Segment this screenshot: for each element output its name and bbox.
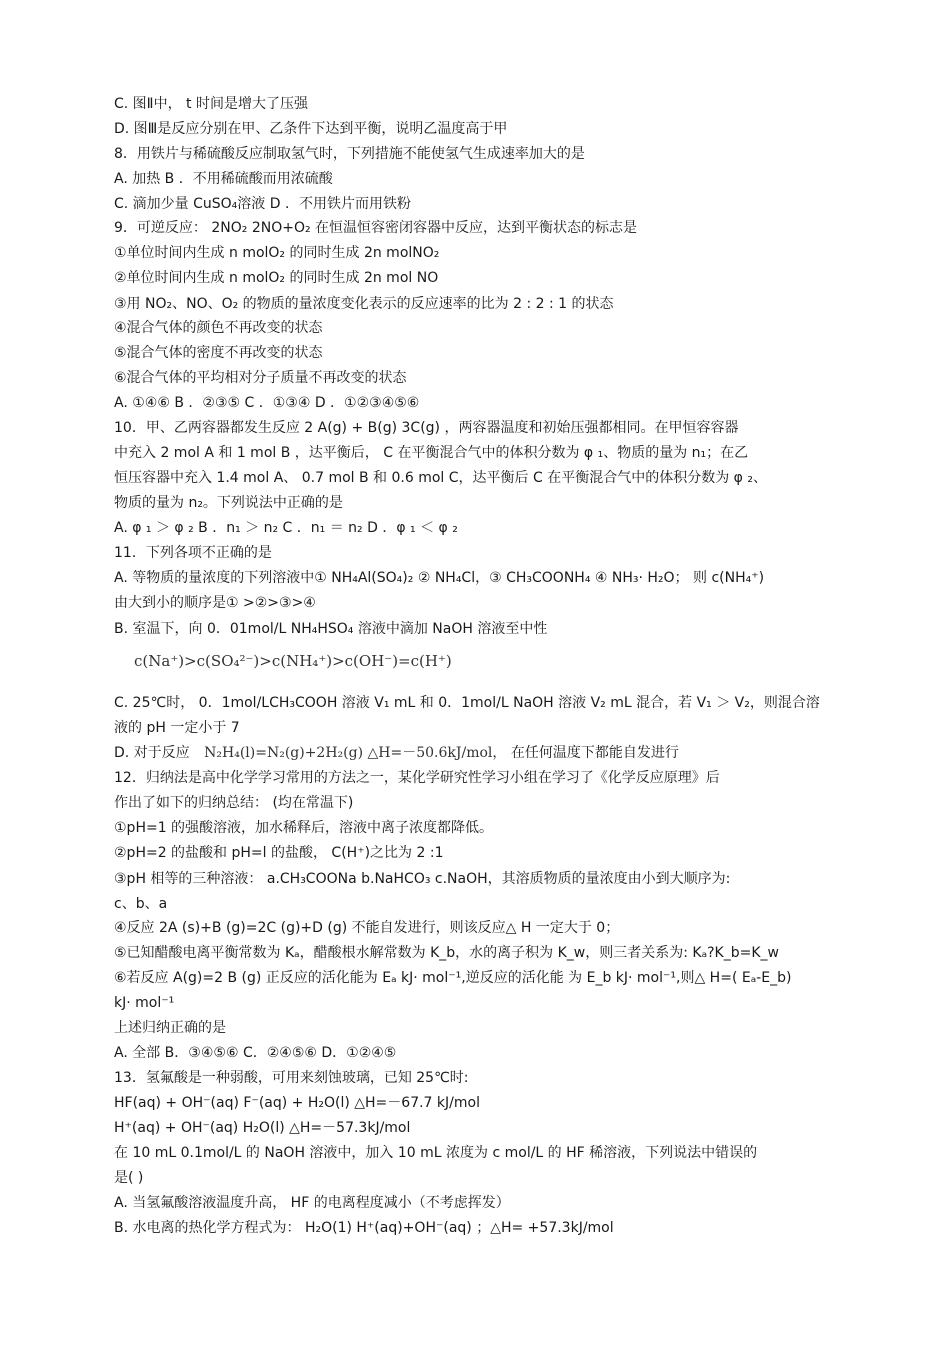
text-line: 13．氢氟酸是一种弱酸，可用来刻蚀玻璃，已知 25℃时: (114, 1070, 469, 1086)
text-line: D. 图Ⅲ是反应分别在甲、乙条件下达到平衡，说明乙温度高于甲 (114, 121, 508, 137)
text-line: H⁺(aq) + OH⁻(aq) H₂O(l) △H=－57.3kJ/mol (114, 1120, 411, 1136)
text-line: A. 等物质的量浓度的下列溶液中① NH₄Al(SO₄)₂ ② NH₄Cl，③ CH₃COONH₄ ④ NH₃· H₂O； 则 c(NH₄⁺) (114, 570, 765, 586)
text-line: 上述归纳正确的是 (114, 1020, 226, 1036)
text-line: ③用 NO₂、NO、O₂ 的物质的量浓度变化表示的反应速率的比为 2 : 2 : 1 的状态 (114, 296, 614, 312)
text-line: ①pH=1 的强酸溶液，加水稀释后，溶液中离子浓度都降低。 (114, 820, 494, 836)
text-line: ②单位时间内生成 n molO₂ 的同时生成 2n mol NO (114, 270, 439, 286)
text-line: ⑤已知醋酸电离平衡常数为 Kₐ，醋酸根水解常数为 K_b，水的离子积为 K_w，则三者关系为: Kₐ?K_b=K_w (114, 945, 779, 961)
text-line: 恒压容器中充入 1.4 mol A、 0.7 mol B 和 0.6 mol C，达平衡后 C 在平衡混合气中的体积分数为 φ ₂、 (114, 470, 767, 486)
text-line (114, 744, 840, 762)
text-line: A. 全部 B．③④⑤⑥ C．②④⑤⑥ D．①②④⑤ (114, 1045, 397, 1061)
text-line: ④混合气体的颜色不再改变的状态 (114, 320, 323, 336)
text-line: ④反应 2A (s)+B (g)=2C (g)+D (g) 不能自发进行，则该反应△ H 一定大于 0； (114, 920, 620, 936)
text-line: A. φ ₁ ＞ φ ₂ B ．n₁ ＞ n₂ C ．n₁ ＝ n₂ D ．φ ₁ ＜ φ ₂ (114, 520, 458, 536)
text-line: ③pH 相等的三种溶液： a.CH₃COONa b.NaHCO₃ c.NaOH，其溶质物质的量浓度由小到大顺序为: (114, 871, 731, 887)
text-line: A. 加热 B ．不用稀硫酸而用浓硫酸 (114, 171, 333, 187)
text-line: 物质的量为 n₂。下列说法中正确的是 (114, 495, 343, 511)
text-line: ⑥混合气体的平均相对分子质量不再改变的状态 (114, 370, 407, 386)
text-line: C. 25℃时， 0．1mol/LCH₃COOH 溶液 V₁ mL 和 0．1mol/L NaOH 溶液 V₂ mL 混合，若 V₁ ＞ V₂，则混合溶 (114, 695, 820, 711)
text-line: HF(aq) + OH⁻(aq) F⁻(aq) + H₂O(l) △H=－67.7 kJ/mol (114, 1095, 480, 1111)
text-line: c、b、a (114, 896, 168, 912)
text-line: 12．归纳法是高中化学学习常用的方法之一，某化学研究性学习小组在学习了《化学反应原理》后 (114, 770, 720, 786)
text-line: A. ①④⑥ B ．②③⑤ C ．①③④ D ．①②③④⑤⑥ (114, 395, 420, 411)
equation-image-b: c(Na⁺)>c(SO₄²⁻)>c(NH₄⁺)>c(OH⁻)=c(H⁺) (134, 652, 452, 670)
text-line: 是( ) (114, 1170, 144, 1186)
text-line: ②pH=2 的盐酸和 pH=l 的盐酸， C(H⁺)之比为 2 :1 (114, 845, 444, 861)
text-line: C. 滴加少量 CuSO₄溶液 D ．不用铁片而用铁粉 (114, 196, 411, 212)
text-line: C. 图Ⅱ中， t 时间是增大了压强 (114, 96, 308, 112)
text-line: B. 室温下，向 0．01mol/L NH₄HSO₄ 溶液中滴加 NaOH 溶液至中性 (114, 621, 548, 637)
equation-image-d: N₂H₄(l)=N₂(g)+2H₂(g) △H=－50.6kJ/mol， (204, 745, 507, 761)
option-d-label: D. 对于反应 (114, 745, 190, 761)
text-line: 由大到小的顺序是① >②>③>④ (114, 595, 316, 611)
text-line: 在 10 mL 0.1mol/L 的 NaOH 溶液中，加入 10 mL 浓度为 c mol/L 的 HF 稀溶液，下列说法中错误的 (114, 1145, 758, 1161)
text-line: kJ· mol⁻¹ (114, 995, 175, 1011)
text-line: ⑥若反应 A(g)=2 B (g) 正反应的活化能为 Eₐ kJ· mol⁻¹,逆反应的活化能 为 E_b kJ· mol⁻¹,则△ H=( Eₐ-E_b) (114, 970, 792, 986)
text-line: 9．可逆反应： 2NO₂ 2NO+O₂ 在恒温恒容密闭容器中反应，达到平衡状态的标志是 (114, 220, 638, 236)
text-line: 液的 pH 一定小于 7 (114, 720, 240, 736)
text-line: ①单位时间内生成 n molO₂ 的同时生成 2n molNO₂ (114, 245, 440, 261)
text-line: 10．甲、乙两容器都发生反应 2 A(g) + B(g) 3C(g) ，两容器温度和初始压强都相同。在甲恒容容器 (114, 420, 739, 436)
option-d-tail: 在任何温度下都能自发进行 (510, 745, 679, 761)
text-line: 11．下列各项不正确的是 (114, 545, 272, 561)
text-line: 作出了如下的归纳总结： (均在常温下) (114, 795, 354, 811)
text-line: A. 当氢氟酸溶液温度升高， HF 的电离程度减小（不考虑挥发） (114, 1195, 510, 1211)
text-line: B. 水电离的热化学方程式为： H₂O(1) H⁺(aq)+OH⁻(aq) ；△H= +57.3kJ/mol (114, 1220, 614, 1236)
text-line: 8．用铁片与稀硫酸反应制取氢气时，下列措施不能使氢气生成速率加大的是 (114, 146, 585, 162)
text-line: 中充入 2 mol A 和 1 mol B ，达平衡后， C 在平衡混合气中的体积分数为 φ ₁、物质的量为 n₁；在乙 (114, 445, 749, 461)
text-line: ⑤混合气体的密度不再改变的状态 (114, 345, 323, 361)
